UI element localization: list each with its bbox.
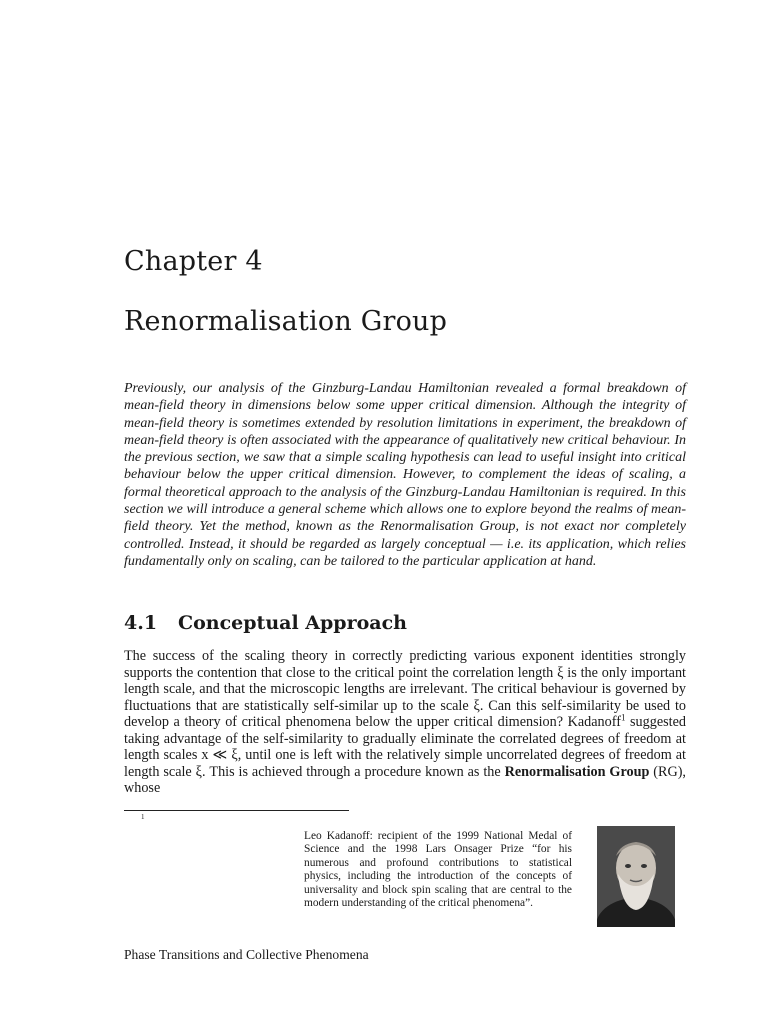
portrait-illustration [597,826,675,927]
portrait-photo [597,826,675,927]
footnote-mark: 1 [141,813,145,821]
footnote-divider [124,810,349,811]
page-footer: Phase Transitions and Collective Phenomena [124,947,369,962]
footnote-bio: Leo Kadanoff: recipient of the 1999 National Medal of Science and the 1998 Lars Onsager Prize “for his numerous and profound contributions to statistical physics, including the introduction of the concepts of universality and block spin scaling that are central to the modern understanding of the critical phenomena”. [304,830,572,910]
body-text-part1: The success of the scaling theory in correctly predicting various exponent identities strongly supports the contention that close to the critical point the correlation length ξ is the only important length scale, and that the microscopic lengths are irrelevant. The critical behaviour is governed by fluctuations that are statistically self-similar up to the scale ξ. Can this self-similarity be used to develop a theory of critical phenomena below the upper critical dimension? Kadanoff [124,648,686,730]
section-number: 4.1 [124,612,158,634]
body-bold-term: Renormalisation Group [504,763,650,780]
section-body [124,648,686,797]
chapter-abstract: Previously, our analysis of the Ginzburg-Landau Hamiltonian revealed a formal breakdown of mean-field theory in dimensions below some upper critical dimension. Although the integrity of mean-field theory is sometimes extended by resolution limitations in experiment, the breakdown of mean-field theory is often associated with the appearance of qualitatively new critical behaviour. In the previous section, we saw that a simple scaling hypothesis can lead to useful insight into critical behaviour below the upper critical dimension. However, to complement the ideas of scaling, a formal theoretical approach to the analysis of the Ginzburg-Landau Hamiltonian is required. In this section we will introduce a general scheme which allows one to explore beyond the realms of mean-field theory. Yet the method, known as the Renormalisation Group, is not exact nor completely controlled. Instead, it should be regarded as largely conceptual — i.e. its application, which relies fundamentally only on scaling, can be tailored to the particular application at hand. [124,381,686,569]
section-heading [124,612,407,634]
body-text-part2: suggested taking advantage of the self-similarity to gradually eliminate the correlated degrees of freedom at length scales x ≪ ξ, until one is left with the relatively simple uncorrelated degrees of freedom at length scale ξ. This is achieved through a procedure known as the [124,714,686,780]
chapter-label: Chapter 4 [124,246,263,277]
chapter-title: Renormalisation Group [124,306,448,337]
footnote-reference[interactable]: 1 [620,712,626,723]
body-text-part3: (RG), whose [124,763,686,796]
section-title: Conceptual Approach [178,612,407,634]
